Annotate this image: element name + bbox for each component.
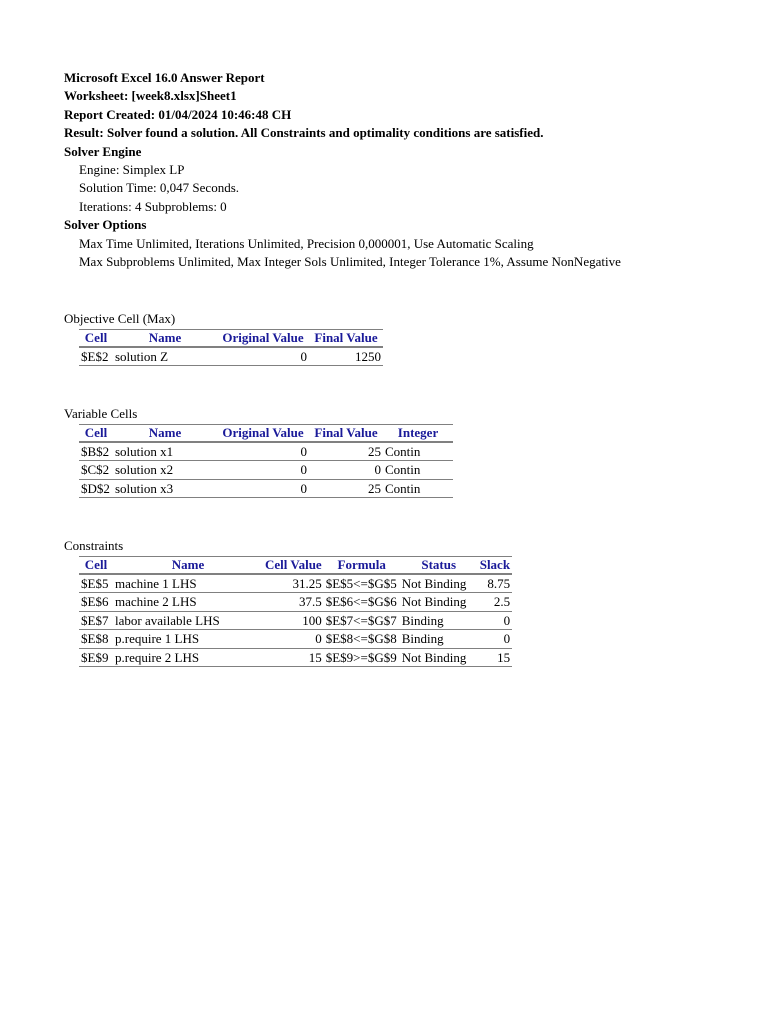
column-header: Name bbox=[113, 330, 217, 348]
cell-ref: $E$8 bbox=[79, 630, 113, 648]
column-header: Cell bbox=[79, 330, 113, 348]
cell-ref: $C$2 bbox=[79, 461, 113, 479]
integer-type: Contin bbox=[383, 479, 453, 497]
cell-ref: $E$5 bbox=[79, 574, 113, 593]
column-header: Cell Value bbox=[265, 557, 322, 572]
slack: 0 bbox=[478, 611, 512, 629]
options-line-2: Max Subproblems Unlimited, Max Integer Sols Unlimited, Integer Tolerance 1%, Assume NonNegative bbox=[79, 254, 621, 270]
table-row bbox=[79, 648, 512, 666]
column-header: Slack bbox=[479, 557, 511, 572]
solver-engine-heading: Solver Engine bbox=[64, 143, 142, 159]
column-header: Name bbox=[113, 557, 263, 575]
original-value: 0 bbox=[217, 347, 309, 366]
options-line-1: Max Time Unlimited, Iterations Unlimited, Precision 0,000001, Use Automatic Scaling bbox=[79, 235, 534, 251]
objective-caption: Objective Cell (Max) bbox=[64, 311, 176, 326]
column-header: Final Value bbox=[309, 330, 383, 348]
result-line: Result: Solver found a solution. All Constraints and optimality conditions are satisfied. bbox=[64, 125, 544, 141]
integer-type: Contin bbox=[383, 461, 453, 479]
cell-ref: $E$6 bbox=[79, 593, 113, 611]
final-value: 25 bbox=[309, 479, 383, 497]
cell-value: 37.5 bbox=[263, 593, 324, 611]
final-value: 1250 bbox=[309, 347, 383, 366]
cell-name: machine 2 LHS bbox=[113, 593, 263, 611]
status: Not Binding bbox=[400, 593, 478, 611]
integer-type: Contin bbox=[383, 442, 453, 461]
variables-table bbox=[79, 424, 453, 498]
column-header: Final Value bbox=[309, 425, 383, 443]
column-header: Formula bbox=[324, 557, 400, 575]
cell-ref: $E$2 bbox=[79, 347, 113, 366]
solution-time-line: Solution Time: 0,047 Seconds. bbox=[79, 180, 239, 196]
constraints-table bbox=[79, 556, 512, 667]
table-row bbox=[79, 347, 383, 366]
cell-value: 31.25 bbox=[263, 574, 324, 593]
cell-ref: $E$9 bbox=[79, 648, 113, 666]
column-header: Original Value bbox=[217, 425, 309, 443]
slack: 2.5 bbox=[478, 593, 512, 611]
column-header: Integer bbox=[383, 425, 453, 443]
table-row bbox=[79, 461, 453, 479]
cell-ref: $D$2 bbox=[79, 479, 113, 497]
report-header bbox=[64, 69, 621, 271]
cell-name: machine 1 LHS bbox=[113, 574, 263, 593]
variables-caption: Variable Cells bbox=[64, 406, 138, 421]
table-row bbox=[79, 574, 512, 593]
cell-name: solution x2 bbox=[113, 461, 217, 479]
column-header: Cell bbox=[79, 425, 113, 443]
cell-value: 15 bbox=[263, 648, 324, 666]
cell-value: 100 bbox=[263, 611, 324, 629]
status: Binding bbox=[400, 630, 478, 648]
engine-line: Engine: Simplex LP bbox=[79, 162, 185, 178]
original-value: 0 bbox=[217, 442, 309, 461]
original-value: 0 bbox=[217, 461, 309, 479]
table-row bbox=[79, 630, 512, 648]
constraints-caption: Constraints bbox=[64, 538, 124, 553]
cell-name: p.require 2 LHS bbox=[113, 648, 263, 666]
cell-value: 0 bbox=[263, 630, 324, 648]
table-row bbox=[79, 479, 453, 497]
cell-name: solution x3 bbox=[113, 479, 217, 497]
status: Not Binding bbox=[400, 648, 478, 666]
report-title: Microsoft Excel 16.0 Answer Report bbox=[64, 70, 265, 85]
status: Binding bbox=[400, 611, 478, 629]
iterations-line: Iterations: 4 Subproblems: 0 bbox=[79, 198, 227, 214]
cell-name: solution Z bbox=[113, 347, 217, 366]
final-value: 0 bbox=[309, 461, 383, 479]
report-created-line: Report Created: 01/04/2024 10:46:48 CH bbox=[64, 106, 292, 122]
slack: 0 bbox=[478, 630, 512, 648]
table-header-row bbox=[79, 425, 453, 443]
column-header: Status bbox=[400, 557, 478, 575]
column-header: Original Value bbox=[217, 330, 309, 348]
cell-name: solution x1 bbox=[113, 442, 217, 461]
formula: $E$8<=$G$8 bbox=[324, 630, 400, 648]
cell-ref: $B$2 bbox=[79, 442, 113, 461]
table-header-row bbox=[79, 330, 383, 348]
original-value: 0 bbox=[217, 479, 309, 497]
formula: $E$5<=$G$5 bbox=[324, 574, 400, 593]
formula: $E$9>=$G$9 bbox=[324, 648, 400, 666]
table-row bbox=[79, 442, 453, 461]
table-header-row bbox=[79, 557, 512, 575]
cell-name: p.require 1 LHS bbox=[113, 630, 263, 648]
table-row bbox=[79, 593, 512, 611]
column-header: Cell bbox=[79, 557, 113, 575]
formula: $E$6<=$G$6 bbox=[324, 593, 400, 611]
cell-name: labor available LHS bbox=[113, 611, 263, 629]
slack: 8.75 bbox=[478, 574, 512, 593]
column-header: Name bbox=[113, 425, 217, 443]
worksheet-line: Worksheet: [week8.xlsx]Sheet1 bbox=[64, 88, 237, 104]
cell-ref: $E$7 bbox=[79, 611, 113, 629]
status: Not Binding bbox=[400, 574, 478, 593]
solver-options-heading: Solver Options bbox=[64, 217, 147, 233]
objective-table bbox=[79, 329, 383, 366]
formula: $E$7<=$G$7 bbox=[324, 611, 400, 629]
table-row bbox=[79, 611, 512, 629]
slack: 15 bbox=[478, 648, 512, 666]
final-value: 25 bbox=[309, 442, 383, 461]
